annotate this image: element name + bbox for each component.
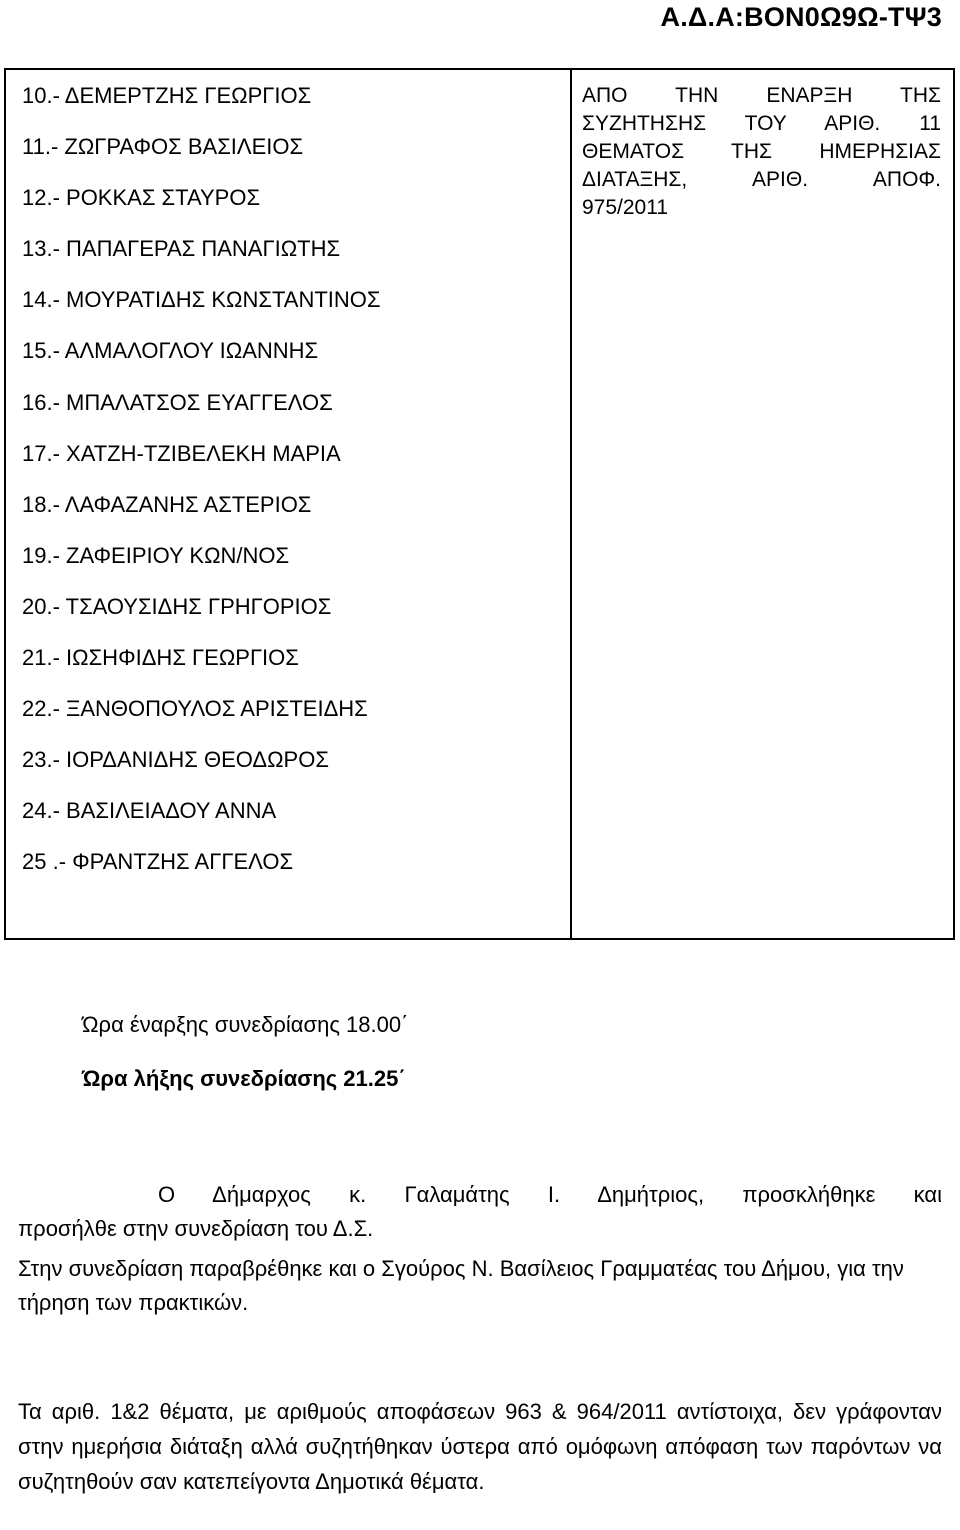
member-row: 25 .- ΦΡΑΝΤΖΗΣ ΑΓΓΕΛΟΣ [22,849,294,875]
mayor-paragraph [18,1178,942,1246]
member-row: 10.- ΔΕΜΕΡΤΖΗΣ ΓΕΩΡΓΙΟΣ [22,83,312,108]
member-row: 24.- ΒΑΣΙΛΕΙΑΔΟΥ ΑΝΝΑ [22,798,277,824]
member-row: 22.- ΞΑΝΘΟΠΟΥΛΟΣ ΑΡΙΣΤΕΙΔΗΣ [22,696,368,722]
note-line: ΣΥΖΗΤΗΣΗΣ ΤΟΥ ΑΡΙΘ. 11 [582,112,941,135]
member-row: 11.- ΖΩΓΡΑΦΟΣ ΒΑΣΙΛΕΙΟΣ [22,134,304,160]
secretary-paragraph: Στην συνεδρίαση παραβρέθηκε και ο Σγούρος Ν. Βασίλειος Γραμματέας του Δήμου, για την τήρηση των πρακτικών. [18,1256,904,1315]
member-row: 19.- ΖΑΦΕΙΡΙΟΥ ΚΩΝ/ΝΟΣ [22,542,290,568]
note-line: ΔΙΑΤΑΞΗΣ, ΑΡΙΘ. ΑΠΟΦ. [582,168,941,191]
urgent-topics-paragraph: Τα αριθ. 1&2 θέματα, με αριθμούς αποφάσεων 963 & 964/2011 αντίστοιχα, δεν γράφονταν στην ημερήσια διάταξη αλλά συζητήθηκαν ύστερα από ομόφωνη απόφαση των παρόντων να συζητηθούν σαν κατεπείγοντα Δημοτικά θέματα. [18,1399,942,1494]
mayor-paragraph-line: προσήλθε στην συνεδρίαση του Δ.Σ. [18,1216,374,1241]
mayor-paragraph-line: Ο Δήμαρχος κ. Γαλαμάτης Ι. Δημήτριος, προσκλήθηκε και [158,1182,942,1207]
session-start-time: Ώρα έναρξης συνεδρίασης 18.00΄ [82,1012,409,1037]
member-row: 14.- ΜΟΥΡΑΤΙΔΗΣ ΚΩΝΣΤΑΝΤΙΝΟΣ [22,287,381,313]
member-row: 21.- ΙΩΣΗΦΙΔΗΣ ΓΕΩΡΓΙΟΣ [22,645,299,671]
document-reference-code: Α.Δ.Α:ΒΟΝ0Ω9Ω-ΤΨ3 [660,2,942,32]
note-line: ΑΠΟ ΤΗΝ ΕΝΑΡΞΗ ΤΗΣ [582,84,941,107]
member-row: 13.- ΠΑΠΑΓΕΡΑΣ ΠΑΝΑΓΙΩΤΗΣ [22,236,341,262]
member-row: 20.- ΤΣΑΟΥΣΙΔΗΣ ΓΡΗΓΟΡΙΟΣ [22,593,332,619]
note-line: ΘΕΜΑΤΟΣ ΤΗΣ ΗΜΕΡΗΣΙΑΣ [582,140,941,163]
session-end-time: Ώρα λήξης συνεδρίασης 21.25΄ [82,1066,406,1091]
member-row: 18.- ΛΑΦΑΖΑΝΗΣ ΑΣΤΕΡΙΟΣ [22,491,312,517]
member-row: 15.- ΑΛΜΑΛΟΓΛΟΥ ΙΩΑΝΝΗΣ [22,338,319,364]
notes-column [572,70,953,938]
member-row: 17.- ΧΑΤΖΗ-ΤΖΙΒΕΛΕΚΗ ΜΑΡΙΑ [22,440,341,466]
members-column [6,70,572,938]
note-line: 975/2011 [582,196,669,219]
member-row: 23.- ΙΟΡΔΑΝΙΔΗΣ ΘΕΟΔΩΡΟΣ [22,747,329,773]
attendance-table [4,68,955,940]
member-row: 16.- ΜΠΑΛΑΤΣΟΣ ΕΥΑΓΓΕΛΟΣ [22,389,333,415]
member-row: 12.- ΡΟΚΚΑΣ ΣΤΑΥΡΟΣ [22,185,261,211]
